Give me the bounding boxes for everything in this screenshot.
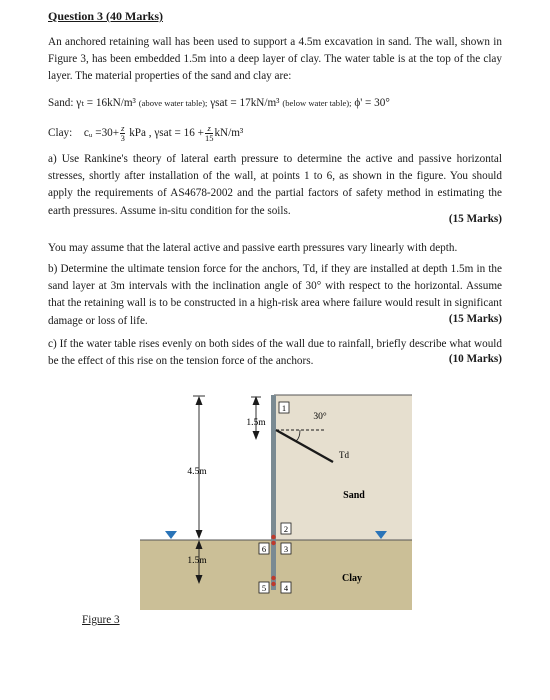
part-c-marks: (10 Marks) <box>448 353 502 365</box>
clay-cu-unit: kPa , <box>129 127 152 140</box>
angle-label: 30° <box>313 412 327 422</box>
part-b-marks: (15 Marks) <box>448 313 502 325</box>
clay-cu-prefix: cᵤ =30+ <box>83 127 120 140</box>
anchor-force-label: Td <box>339 450 349 460</box>
part-b-text: b) Determine the ultimate tension force for the anchors, Td, if they are installed at depth 1.5m in the sand layer at 3m intervals with the inclination angle of 30° with respect to the horizontal. Assume that the retaining wall is to be constructed in a high-risk area where failure would result in significant damage or loss of life. <box>48 263 502 327</box>
dimension-1-5m-top-label: 1.5m <box>246 418 266 428</box>
clay-gsat-unit: kN/m³ <box>214 127 244 140</box>
part-a-marks: (15 Marks) <box>448 213 502 225</box>
clay-label-fig: Clay <box>342 573 362 584</box>
sand-phi: ϕ' = 30° <box>354 97 390 109</box>
intro-paragraph: An anchored retaining wall has been used to support a 4.5m excavation in sand. The wall, shown in Figure 3, has been embedded 1.5m into a deep layer of clay. The water table is at the top of the clay layer. The material properties of the sand and clay are: <box>48 36 502 83</box>
dimension-1-5m-bottom-label: 1.5m <box>187 556 207 566</box>
point-4-label: 4 <box>283 583 289 593</box>
sand-gamma-sat: γsat = 17kN/m³ <box>210 97 280 109</box>
sand-label-fig: Sand <box>343 490 365 501</box>
clay-gsat-prefix: γsat = 16 + <box>154 127 204 140</box>
sand-layer <box>274 395 412 540</box>
dimension-4-5m-label: 4.5m <box>187 467 207 477</box>
point-5-label: 5 <box>261 583 267 593</box>
sand-gamma-t-note: (above water table); <box>138 98 208 108</box>
part-a-text: a) Use Rankine's theory of lateral earth pressure to determine the active and passive horizontal stresses, shortly after installation of the wall, at points 1 to 6, as shown in the figure. You should apply the requirements of AS4678-2002 and the partial factors of safety method in estimating the earth pressures. Assume in-situ condition for the soils. <box>48 153 502 217</box>
clay-label: Clay: <box>48 127 73 140</box>
point-6-label: 6 <box>261 544 267 554</box>
figure-caption: Figure 3 <box>82 614 120 626</box>
retaining-wall <box>271 395 276 590</box>
point-3-label: 3 <box>283 544 289 554</box>
clay-cu-fraction: $\frac{z}{3}$ <box>120 123 125 143</box>
part-c-text: c) If the water table rises evenly on both sides of the wall due to rainfall, briefly describe what would be the effect of this rise on the tension force of the anchors. <box>48 338 502 368</box>
sand-gamma-t: γₜ = 16kN/m³ <box>76 97 136 109</box>
question-title: Question 3 (40 Marks) <box>48 9 163 23</box>
clay-gsat-fraction: $\frac{z}{15}$ <box>204 123 214 143</box>
sand-label: Sand: <box>48 97 74 109</box>
point-2-label: 2 <box>283 524 289 534</box>
water-table-left-icon <box>165 531 177 539</box>
sand-gamma-sat-note: (below water table); <box>282 98 352 108</box>
assumption-text: You may assume that the lateral active and passive earth pressures vary linearly with depth. <box>48 242 458 254</box>
point-1-label: 1 <box>281 403 287 413</box>
